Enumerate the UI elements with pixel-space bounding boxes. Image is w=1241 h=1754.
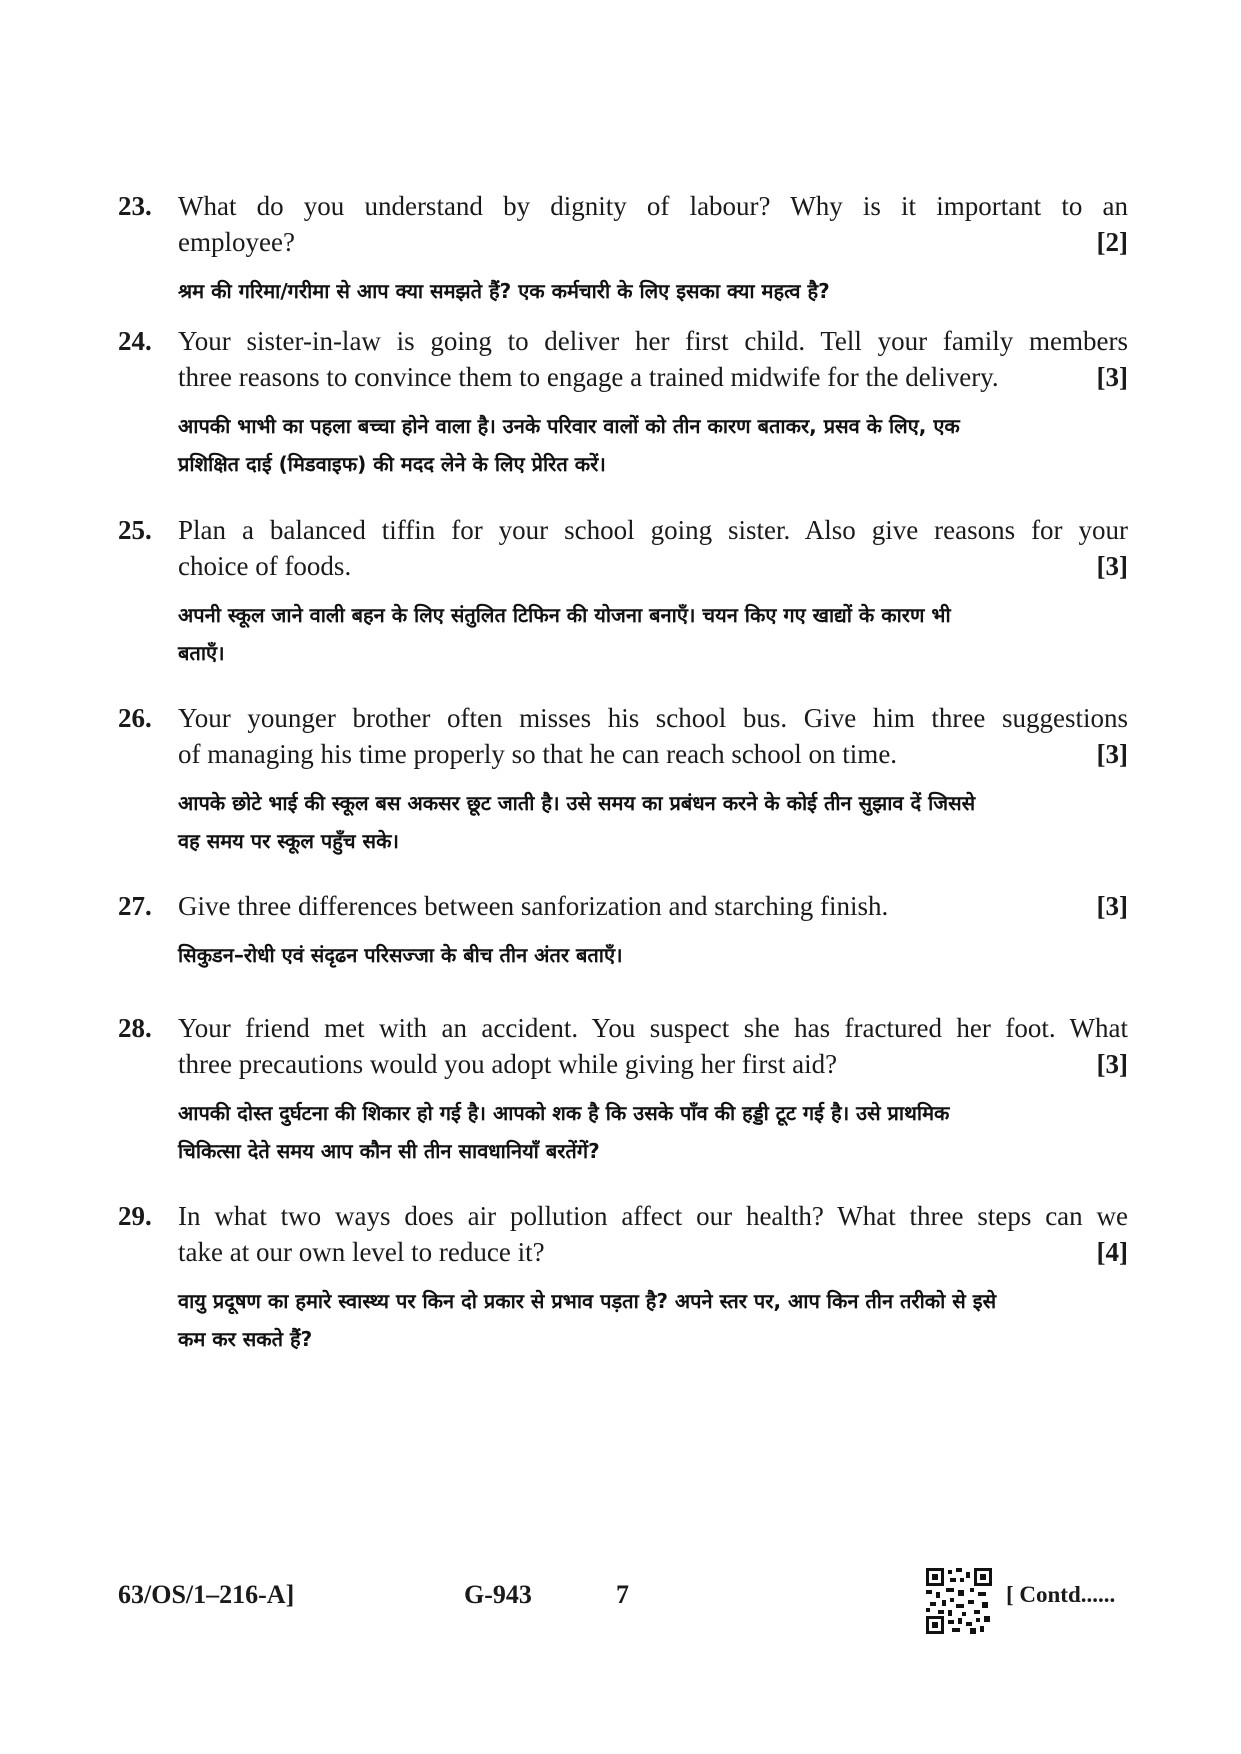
- continued-label: [ Contd......: [1006, 1582, 1116, 1607]
- question-number: 28.: [118, 1013, 152, 1043]
- question-text-hi-line1: सिकुडन–रोधी एवं संदृढन परिसज्जा के बीच तीन अंतर बताएँ।: [178, 943, 623, 967]
- question-text-hi-line2: कम कर सकते हैं?: [178, 1327, 313, 1351]
- question-text-en-line1: In what two ways does air pollution affect our health? What three steps can we: [178, 1201, 1128, 1231]
- question-text-en-line2: employee?: [178, 227, 295, 257]
- question-23: [118, 188, 1128, 310]
- question-text-hi-line1: आपके छोटे भाई की स्कूल बस अकसर छूट जाती है। उसे समय का प्रबंधन करने के कोई तीन सुझाव दें जिससे: [178, 791, 976, 815]
- question-text-en-line2: three reasons to convince them to engage a trained midwife for the delivery.: [178, 362, 999, 392]
- question-text-en-line1: Your younger brother often misses his school bus. Give him three suggestions: [178, 703, 1128, 733]
- question-text-en-line1: Your sister-in-law is going to deliver her first child. Tell your family members: [178, 326, 1128, 356]
- question-text-hi-line1: आपकी दोस्त दुर्घटना की शिकार हो गई है। आपको शक है कि उसके पाँव की हड्डी टूट गई है। उसे प्राथमिक: [178, 1101, 950, 1125]
- question-text-en-line1: Give three differences between sanforization and starching finish.: [178, 891, 889, 921]
- question-text-hi-line2: प्रशिक्षित दाई (मिडवाइफ) की मदद लेने के लिए प्रेरित करें।: [178, 452, 606, 476]
- question-text-hi-line2: वह समय पर स्कूल पहुँच सके।: [178, 829, 400, 853]
- marks-badge: [3]: [1096, 551, 1128, 581]
- qr-code-icon: [926, 1568, 992, 1634]
- question-24: [118, 323, 1128, 483]
- question-text-en-line1: What do you understand by dignity of labour? Why is it important to an: [178, 191, 1128, 221]
- page-number: 7: [616, 1580, 629, 1609]
- marks-badge: [4]: [1096, 1237, 1128, 1267]
- question-text-hi-line2: बताएँ।: [178, 641, 225, 665]
- question-text-en-line2: three precautions would you adopt while giving her first aid?: [178, 1049, 838, 1079]
- question-29: [118, 1198, 1128, 1358]
- question-28: [118, 1010, 1128, 1170]
- question-number: 26.: [118, 703, 152, 733]
- page-footer: [118, 1568, 1128, 1624]
- question-27: [118, 888, 1128, 974]
- question-text-en-line2: choice of foods.: [178, 551, 352, 581]
- question-text-en-line1: Your friend met with an accident. You suspect she has fractured her foot. What: [178, 1013, 1128, 1043]
- question-text-en-line2: of managing his time properly so that he can reach school on time.: [178, 739, 898, 769]
- marks-badge: [2]: [1096, 227, 1128, 257]
- paper-code: 63/OS/1–216-A]: [118, 1580, 295, 1609]
- question-number: 27.: [118, 891, 152, 921]
- question-text-hi-line2: चिकित्सा देते समय आप कौन सी तीन सावधानियाँ बरतेंगें?: [178, 1139, 600, 1163]
- question-text-en-line2: take at our own level to reduce it?: [178, 1237, 545, 1267]
- series-code: G-943: [464, 1580, 532, 1609]
- question-number: 25.: [118, 515, 152, 545]
- question-number: 29.: [118, 1201, 152, 1231]
- question-text-hi-line1: आपकी भाभी का पहला बच्चा होने वाला है। उनके परिवार वालों को तीन कारण बताकर, प्रसव के लिए, एक: [178, 414, 960, 438]
- question-text-en-line1: Plan a balanced tiffin for your school going sister. Also give reasons for your: [178, 515, 1128, 545]
- question-number: 24.: [118, 326, 152, 356]
- question-text-hi-line1: श्रम की गरिमा/गरीमा से आप क्या समझते हैं? एक कर्मचारी के लिए इसका क्या महत्व है?: [178, 279, 830, 303]
- marks-badge: [3]: [1096, 891, 1128, 921]
- question-number: 23.: [118, 191, 152, 221]
- question-text-hi-line1: अपनी स्कूल जाने वाली बहन के लिए संतुलित टिफिन की योजना बनाएँ। चयन किए गए खाद्यों के कारण भी: [178, 603, 951, 627]
- question-25: [118, 512, 1128, 672]
- marks-badge: [3]: [1096, 1049, 1128, 1079]
- marks-badge: [3]: [1096, 739, 1128, 769]
- question-text-hi-line1: वायु प्रदूषण का हमारे स्वास्थ्य पर किन दो प्रकार से प्रभाव पड़ता है? अपने स्तर पर, आप किन तीन तरीको से इसे: [178, 1289, 997, 1313]
- question-26: [118, 700, 1128, 860]
- marks-badge: [3]: [1096, 362, 1128, 392]
